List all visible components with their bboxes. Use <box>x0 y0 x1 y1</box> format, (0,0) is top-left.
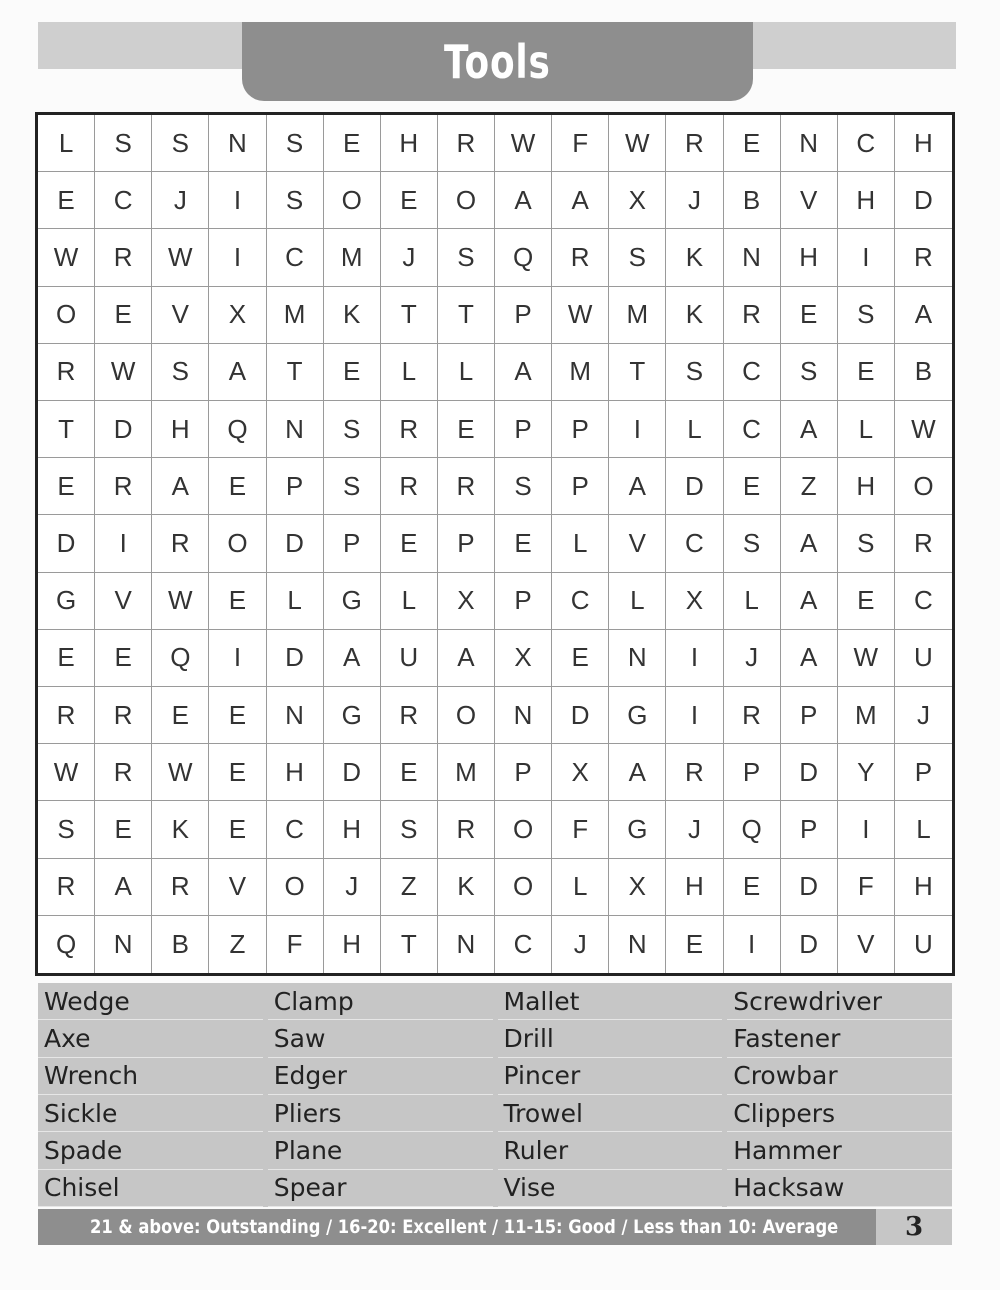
grid-cell[interactable]: A <box>95 859 152 916</box>
grid-cell[interactable]: R <box>895 515 952 572</box>
grid-cell[interactable]: V <box>95 573 152 630</box>
grid-cell[interactable]: A <box>781 630 838 687</box>
grid-cell[interactable]: Z <box>209 916 266 973</box>
grid-cell[interactable]: A <box>552 172 609 229</box>
grid-cell[interactable]: A <box>495 344 552 401</box>
grid-cell[interactable]: X <box>609 172 666 229</box>
grid-cell[interactable]: R <box>152 859 209 916</box>
grid-cell[interactable]: O <box>267 859 324 916</box>
grid-cell[interactable]: P <box>438 515 495 572</box>
grid-cell[interactable]: E <box>38 458 95 515</box>
word-list-item: Ruler <box>498 1132 723 1169</box>
word-list-item: Clamp <box>268 983 493 1020</box>
grid-cell[interactable]: Q <box>38 916 95 973</box>
grid-cell[interactable]: P <box>495 744 552 801</box>
grid-cell[interactable]: C <box>267 229 324 286</box>
grid-cell[interactable]: S <box>324 458 381 515</box>
word-list-item: Clippers <box>727 1095 952 1132</box>
word-list-item: Edger <box>268 1058 493 1095</box>
grid-cell[interactable]: H <box>895 859 952 916</box>
grid-cell[interactable]: T <box>438 287 495 344</box>
grid-cell[interactable]: A <box>324 630 381 687</box>
grid-cell[interactable]: N <box>267 687 324 744</box>
grid-cell[interactable]: N <box>781 115 838 172</box>
grid-cell[interactable]: D <box>781 916 838 973</box>
grid-cell[interactable]: K <box>666 287 723 344</box>
grid-cell[interactable]: R <box>438 458 495 515</box>
title-tab <box>242 22 753 101</box>
grid-cell[interactable]: E <box>381 515 438 572</box>
grid-cell[interactable]: G <box>609 801 666 858</box>
grid-cell[interactable]: L <box>838 401 895 458</box>
grid-cell[interactable]: M <box>838 687 895 744</box>
grid-cell[interactable]: O <box>895 458 952 515</box>
grid-cell[interactable]: R <box>38 344 95 401</box>
grid-cell[interactable]: S <box>267 115 324 172</box>
grid-cell[interactable]: I <box>838 229 895 286</box>
grid-cell[interactable]: R <box>666 744 723 801</box>
grid-cell[interactable]: W <box>838 630 895 687</box>
grid-cell[interactable]: M <box>267 287 324 344</box>
grid-cell[interactable]: A <box>609 458 666 515</box>
grid-cell[interactable]: W <box>38 229 95 286</box>
grid-cell[interactable]: V <box>152 287 209 344</box>
grid-cell[interactable]: S <box>438 229 495 286</box>
grid-cell[interactable]: U <box>895 630 952 687</box>
grid-cell[interactable]: R <box>724 287 781 344</box>
grid-cell[interactable]: K <box>438 859 495 916</box>
word-list-item: Pliers <box>268 1095 493 1132</box>
grid-cell[interactable]: L <box>438 344 495 401</box>
word-search-grid <box>35 112 955 976</box>
grid-cell[interactable]: H <box>324 801 381 858</box>
grid-cell[interactable]: K <box>666 229 723 286</box>
word-list-item: Pincer <box>498 1058 723 1095</box>
grid-cell[interactable]: L <box>609 573 666 630</box>
grid-cell[interactable]: E <box>209 573 266 630</box>
grid-cell[interactable]: S <box>781 344 838 401</box>
grid-cell[interactable]: U <box>914 928 933 959</box>
grid-cell[interactable]: E <box>95 801 152 858</box>
word-list-item: Fastener <box>727 1020 952 1057</box>
grid-cell[interactable]: W <box>552 287 609 344</box>
grid-cell[interactable]: O <box>495 859 552 916</box>
grid-cell[interactable]: E <box>724 859 781 916</box>
grid-cell[interactable]: L <box>267 573 324 630</box>
grid-cell[interactable]: T <box>381 916 438 973</box>
word-list-item: Trowel <box>498 1095 723 1132</box>
grid-cell[interactable]: S <box>838 515 895 572</box>
grid-cell[interactable]: C <box>895 573 952 630</box>
word-list-item: Mallet <box>498 983 723 1020</box>
word-list-item: Saw <box>268 1020 493 1057</box>
grid-cell[interactable]: P <box>895 744 952 801</box>
grid-cell[interactable]: I <box>209 229 266 286</box>
grid-cell[interactable]: E <box>381 744 438 801</box>
grid-cell[interactable]: R <box>38 859 95 916</box>
grid-cell[interactable]: C <box>724 401 781 458</box>
grid-cell[interactable]: W <box>152 573 209 630</box>
grid-cell[interactable]: Z <box>381 859 438 916</box>
grid-cell[interactable]: H <box>781 229 838 286</box>
grid-cell[interactable]: D <box>267 515 324 572</box>
grid-cell[interactable]: E <box>209 687 266 744</box>
word-list-item: Hammer <box>727 1132 952 1169</box>
grid-cell[interactable]: A <box>781 573 838 630</box>
grid-cell[interactable]: S <box>495 458 552 515</box>
grid-cell[interactable]: P <box>552 401 609 458</box>
grid-cell[interactable]: R <box>895 229 952 286</box>
word-list-item: Crowbar <box>727 1058 952 1095</box>
page-number: 3 <box>904 1212 924 1242</box>
grid-cell[interactable]: J <box>666 172 723 229</box>
grid-cell[interactable]: E <box>209 801 266 858</box>
grid-cell[interactable]: R <box>552 229 609 286</box>
grid-cell[interactable]: S <box>95 115 152 172</box>
grid-cell[interactable]: W <box>609 115 666 172</box>
word-list-item: Hacksaw <box>727 1170 952 1207</box>
grid-cell[interactable]: J <box>381 229 438 286</box>
grid-cell[interactable]: R <box>95 744 152 801</box>
grid-cell[interactable]: I <box>666 630 723 687</box>
grid-cell[interactable]: E <box>666 916 723 973</box>
page-number-box <box>876 1209 952 1245</box>
grid-cell[interactable]: P <box>781 801 838 858</box>
grid-cell[interactable]: W <box>38 744 95 801</box>
grid-cell[interactable]: D <box>324 744 381 801</box>
grid-cell[interactable]: R <box>152 515 209 572</box>
grid-cell[interactable]: L <box>381 344 438 401</box>
grid-cell[interactable]: N <box>495 687 552 744</box>
grid-cell[interactable]: R <box>95 229 152 286</box>
grid-cell[interactable]: E <box>324 344 381 401</box>
grid-cell[interactable]: D <box>552 687 609 744</box>
grid-cell[interactable]: K <box>324 287 381 344</box>
grid-cell[interactable]: L <box>724 573 781 630</box>
word-list-item: Spear <box>268 1170 493 1207</box>
grid-cell[interactable]: O <box>38 287 95 344</box>
word-list-item: Plane <box>268 1132 493 1169</box>
grid-cell[interactable]: T <box>267 344 324 401</box>
grid-cell[interactable]: P <box>267 458 324 515</box>
grid-cell[interactable]: P <box>781 687 838 744</box>
scoring-legend: 21 & above: Outstanding / 16-20: Excellent / 11-15: Good / Less than 10: Average <box>90 1216 839 1238</box>
grid-cell[interactable]: H <box>838 172 895 229</box>
grid-cell[interactable]: I <box>609 401 666 458</box>
grid-cell[interactable]: R <box>38 687 95 744</box>
grid-cell[interactable]: Q <box>495 229 552 286</box>
grid-cell[interactable]: H <box>267 744 324 801</box>
page-title: Tools <box>444 34 551 89</box>
grid-cell[interactable]: N <box>438 916 495 973</box>
grid-cell[interactable]: D <box>781 859 838 916</box>
grid-cell[interactable]: E <box>324 115 381 172</box>
grid-cell[interactable]: R <box>381 687 438 744</box>
grid-cell[interactable]: A <box>781 401 838 458</box>
grid-cell[interactable]: O <box>209 515 266 572</box>
grid-cell[interactable]: I <box>95 515 152 572</box>
grid-cell[interactable]: H <box>324 916 381 973</box>
grid-cell[interactable]: A <box>438 630 495 687</box>
grid-cell[interactable]: N <box>609 916 666 973</box>
grid-cell[interactable]: L <box>552 515 609 572</box>
grid-cell[interactable]: U <box>381 630 438 687</box>
grid-cell[interactable]: R <box>381 401 438 458</box>
grid-cell[interactable]: O <box>495 801 552 858</box>
grid-cell[interactable]: D <box>781 744 838 801</box>
grid-cell[interactable]: A <box>209 344 266 401</box>
grid-cell[interactable]: E <box>438 401 495 458</box>
word-list-item: Axe <box>38 1020 263 1057</box>
grid-cell[interactable]: W <box>152 229 209 286</box>
grid-cell[interactable]: N <box>609 630 666 687</box>
grid-cell[interactable]: Q <box>152 630 209 687</box>
word-list-item: Drill <box>498 1020 723 1057</box>
grid-cell[interactable]: Q <box>209 401 266 458</box>
grid-cell[interactable]: Z <box>781 458 838 515</box>
grid-cell[interactable]: Q <box>724 801 781 858</box>
grid-cell[interactable]: S <box>666 344 723 401</box>
grid-cell[interactable]: X <box>609 859 666 916</box>
grid-cell[interactable]: G <box>38 573 95 630</box>
grid-cell[interactable]: H <box>152 401 209 458</box>
grid-cell[interactable]: J <box>895 687 952 744</box>
grid-cell[interactable]: R <box>666 115 723 172</box>
grid-cell[interactable]: B <box>724 172 781 229</box>
grid-cell[interactable]: C <box>95 172 152 229</box>
grid-cell[interactable]: S <box>724 515 781 572</box>
grid-cell[interactable]: R <box>438 801 495 858</box>
grid-cell[interactable]: E <box>152 687 209 744</box>
grid-cell[interactable]: P <box>495 573 552 630</box>
grid-cell[interactable]: F <box>267 916 324 973</box>
grid-cell[interactable]: E <box>724 115 781 172</box>
grid-cell[interactable]: Y <box>838 744 895 801</box>
grid-cell[interactable]: O <box>438 172 495 229</box>
grid-cell[interactable]: C <box>838 115 895 172</box>
grid-cell[interactable]: R <box>95 458 152 515</box>
grid-cell[interactable]: O <box>438 687 495 744</box>
grid-cell[interactable]: L <box>552 859 609 916</box>
grid-cell[interactable]: A <box>152 458 209 515</box>
grid-cell[interactable]: P <box>552 458 609 515</box>
grid-cell[interactable]: P <box>495 401 552 458</box>
grid-cell[interactable]: J <box>552 916 609 973</box>
grid-cell[interactable]: E <box>552 630 609 687</box>
grid-cell[interactable]: H <box>838 458 895 515</box>
grid-cell[interactable]: B <box>895 344 952 401</box>
grid-cell[interactable]: E <box>381 172 438 229</box>
grid-cell[interactable]: E <box>38 172 95 229</box>
grid-cell[interactable]: N <box>724 229 781 286</box>
grid-cell[interactable]: V <box>609 515 666 572</box>
word-list <box>38 983 952 1207</box>
grid-cell[interactable]: W <box>495 115 552 172</box>
grid-cell[interactable]: L <box>38 115 95 172</box>
grid-cell[interactable]: S <box>152 115 209 172</box>
grid-cell[interactable]: L <box>666 401 723 458</box>
grid-cell[interactable]: E <box>781 287 838 344</box>
word-list-item: Screwdriver <box>727 983 952 1020</box>
grid-cell[interactable]: D <box>38 515 95 572</box>
grid-cell[interactable]: L <box>895 801 952 858</box>
grid-cell[interactable]: M <box>552 344 609 401</box>
grid-cell[interactable]: E <box>95 287 152 344</box>
grid-cell[interactable]: C <box>724 344 781 401</box>
grid-cell[interactable]: A <box>895 287 952 344</box>
grid-cell[interactable]: X <box>666 573 723 630</box>
grid-cell[interactable]: N <box>95 916 152 973</box>
grid-cell[interactable]: I <box>209 172 266 229</box>
grid-cell[interactable]: V <box>209 859 266 916</box>
grid-cell[interactable]: S <box>38 801 95 858</box>
grid-cell[interactable]: C <box>267 801 324 858</box>
grid-cell[interactable]: A <box>495 172 552 229</box>
grid-cell[interactable]: G <box>324 687 381 744</box>
word-list-item: Spade <box>38 1132 263 1169</box>
grid-cell[interactable]: A <box>609 744 666 801</box>
grid-cell[interactable]: X <box>552 744 609 801</box>
grid-cell[interactable]: S <box>267 172 324 229</box>
grid-cell[interactable]: E <box>209 744 266 801</box>
grid-cell[interactable]: R <box>724 687 781 744</box>
grid-cell[interactable]: R <box>95 687 152 744</box>
grid-cell[interactable]: T <box>381 287 438 344</box>
grid-cell[interactable]: J <box>666 801 723 858</box>
grid-cell[interactable]: H <box>666 859 723 916</box>
grid-cell[interactable]: S <box>152 344 209 401</box>
grid-cell[interactable]: W <box>152 744 209 801</box>
grid-cell[interactable]: O <box>324 172 381 229</box>
grid-cell[interactable]: P <box>324 515 381 572</box>
grid-cell[interactable]: M <box>438 744 495 801</box>
grid-cell[interactable]: D <box>95 401 152 458</box>
grid-cell[interactable]: X <box>438 573 495 630</box>
grid-cell[interactable]: H <box>895 115 952 172</box>
word-list-item: Wrench <box>38 1058 263 1095</box>
word-list-item: Vise <box>498 1170 723 1207</box>
grid-cell[interactable]: L <box>381 573 438 630</box>
grid-cell[interactable]: X <box>495 630 552 687</box>
grid-cell[interactable]: J <box>724 630 781 687</box>
grid-cell[interactable]: R <box>438 115 495 172</box>
grid-cell[interactable]: X <box>209 287 266 344</box>
grid-cell[interactable]: I <box>209 630 266 687</box>
grid-cell[interactable]: E <box>38 630 95 687</box>
grid-cell[interactable]: E <box>495 515 552 572</box>
word-list-item: Chisel <box>38 1170 263 1207</box>
grid-cell[interactable]: J <box>324 859 381 916</box>
grid-cell[interactable]: M <box>324 229 381 286</box>
grid-cell[interactable]: E <box>95 630 152 687</box>
grid-cell[interactable]: N <box>267 401 324 458</box>
grid-cell[interactable]: I <box>838 801 895 858</box>
grid-cell[interactable]: G <box>609 687 666 744</box>
grid-cell[interactable]: T <box>38 401 95 458</box>
grid-cell[interactable]: F <box>552 115 609 172</box>
grid-cell[interactable]: B <box>152 916 209 973</box>
grid-cell[interactable]: K <box>152 801 209 858</box>
word-list-item: Sickle <box>38 1095 263 1132</box>
grid-cell[interactable]: P <box>724 744 781 801</box>
word-list-item: Wedge <box>38 983 263 1020</box>
grid-cell[interactable]: V <box>838 916 895 973</box>
grid-cell[interactable]: I <box>666 687 723 744</box>
grid-cell[interactable]: D <box>666 458 723 515</box>
grid-cell[interactable]: M <box>609 287 666 344</box>
grid-cell[interactable]: D <box>895 172 952 229</box>
grid-cell[interactable]: F <box>552 801 609 858</box>
grid-cell[interactable]: C <box>666 515 723 572</box>
grid-cell[interactable]: J <box>152 172 209 229</box>
grid-cell[interactable]: E <box>209 458 266 515</box>
grid-cell[interactable]: H <box>381 115 438 172</box>
grid-cell[interactable]: E <box>838 573 895 630</box>
grid-cell[interactable]: S <box>838 287 895 344</box>
grid-cell[interactable]: W <box>95 344 152 401</box>
grid-cell[interactable]: F <box>838 859 895 916</box>
grid-cell[interactable]: D <box>267 630 324 687</box>
grid-cell[interactable]: R <box>381 458 438 515</box>
grid-cell[interactable]: S <box>609 229 666 286</box>
grid-cell[interactable]: W <box>895 401 952 458</box>
grid-cell[interactable]: G <box>324 573 381 630</box>
footer-bar <box>38 1209 952 1245</box>
grid-cell[interactable]: E <box>838 344 895 401</box>
grid-cell[interactable]: N <box>209 115 266 172</box>
grid-cell[interactable]: I <box>724 916 781 973</box>
grid-cell[interactable]: S <box>381 801 438 858</box>
grid-cell[interactable]: A <box>781 515 838 572</box>
grid-cell[interactable]: P <box>495 287 552 344</box>
grid-cell[interactable]: C <box>495 916 552 973</box>
grid-cell[interactable]: C <box>552 573 609 630</box>
grid-cell[interactable]: V <box>781 172 838 229</box>
grid-cell[interactable]: E <box>724 458 781 515</box>
grid-cell[interactable]: T <box>609 344 666 401</box>
grid-cell[interactable]: S <box>324 401 381 458</box>
